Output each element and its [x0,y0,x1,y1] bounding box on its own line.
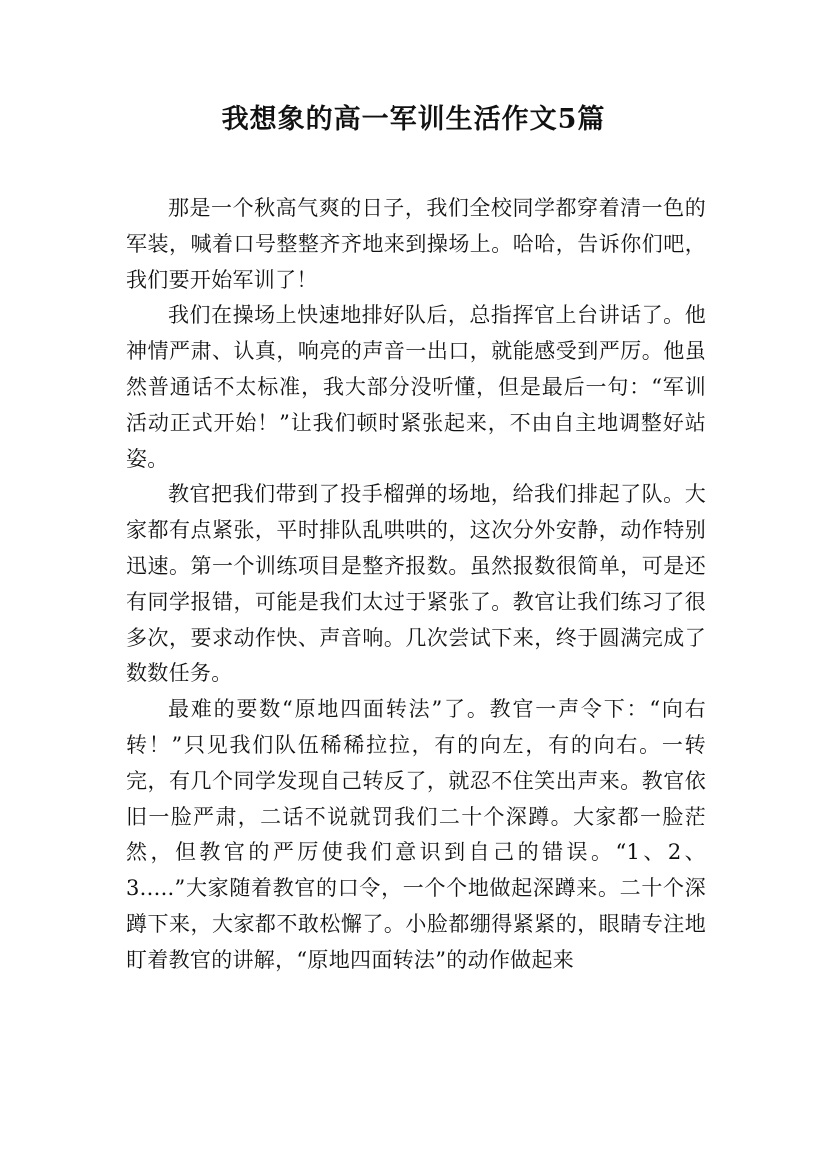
paragraph: 那是一个秋高气爽的日子，我们全校同学都穿着清一色的军装，喊着口号整整齐齐地来到操场上。哈哈，告诉你们吧，我们要开始军训了！ [126,196,706,292]
paragraph: 教官把我们带到了投手榴弹的场地，给我们排起了队。大家都有点紧张，平时排队乱哄哄的，这次分外安静，动作特别迅速。第一个训练项目是整齐报数。虽然报数很简单，可是还有同学报错，可能是我们太过于紧张了。教官让我们练习了很多次，要求动作快、声音响。几次尝试下来，终于圆满完成了数数任务。 [126,482,706,686]
document-title: 我想象的高一军训生活作文5篇 [221,104,606,135]
paragraph: 最难的要数“原地四面转法”了。教官一声令下：“向右转！”只见我们队伍稀稀拉拉，有的向左，有的向右。一转完，有几个同学发现自己转反了，就忍不住笑出声来。教官依旧一脸严肃，二话不说就罚我们二十个深蹲。大家都一脸茫然，但教官的严厉使我们意识到自己的错误。“1、2、3.....”大家随着教官的口令，一个个地做起深蹲来。二十个深蹲下来，大家都不敢松懈了。小脸都绷得紧紧的，眼睛专注地盯着教官的讲解，“原地四面转法”的动作做起来 [126,697,706,972]
document-body [126,191,706,979]
paragraph: 我们在操场上快速地排好队后，总指挥官上台讲话了。他神情严肃、认真，响亮的声音一出口，就能感受到严厉。他虽然普通话不太标准，我大部分没听懂，但是最后一句：“军训活动正式开始！”让我们顿时紧张起来，不由自主地调整好站姿。 [126,303,706,471]
